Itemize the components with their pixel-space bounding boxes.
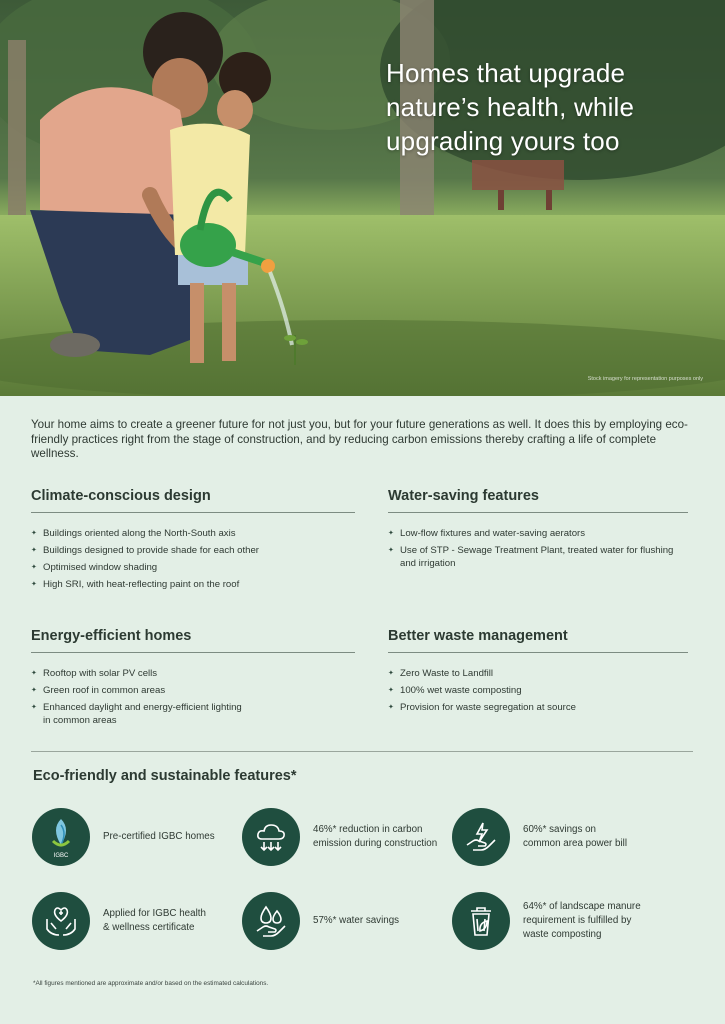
feature-text: 46%* reduction in carbon emission during construction	[313, 824, 438, 849]
footnote: *All figures mentioned are approximate and/or based on the estimated calculations.	[33, 980, 269, 987]
section-title: Energy-efficient homes	[31, 628, 355, 653]
list-item: ✦ Zero Waste to Landfill	[388, 667, 688, 680]
list-item: ✦ Buildings designed to provide shade for each other	[31, 544, 355, 557]
divider	[31, 751, 693, 752]
feature-list	[388, 667, 688, 714]
section-title: Better waste management	[388, 628, 688, 653]
list-item: ✦ Enhanced daylight and energy-efficient lighting in common areas	[31, 701, 251, 727]
hero-image	[0, 0, 725, 396]
list-item: ✦ Use of STP - Sewage Treatment Plant, treated water for flushing and irrigation	[388, 544, 688, 570]
svg-text:IGBC: IGBC	[53, 853, 69, 859]
section-water-saving-features	[388, 488, 688, 574]
list-item: ✦ Provision for waste segregation at source	[388, 701, 688, 714]
feature-text: 60%* savings on common area power bill	[523, 824, 628, 849]
hero-title: Homes that upgrade nature’s health, while upgrading yours too	[386, 58, 635, 156]
hand-energy-icon	[452, 808, 510, 866]
list-item: ✦ Rooftop with solar PV cells	[31, 667, 355, 680]
intro-paragraph: Your home aims to create a greener future for not just you, but for your future generations as well. It does this by employing eco-friendly practices right from the stage of construction, and by reducing carbon emissions thereby crafting a life of complete wellness.	[31, 418, 688, 461]
list-item: ✦ 100% wet waste composting	[388, 684, 688, 697]
feature-text: 57%* water savings	[313, 915, 400, 926]
feature-list	[31, 667, 355, 727]
list-item: ✦ Optimised window shading	[31, 561, 355, 574]
list-item: ✦ Low-flow fixtures and water-saving aerators	[388, 527, 688, 540]
cloud-reduction-icon	[242, 808, 300, 866]
eco-features-title: Eco-friendly and sustainable features*	[33, 768, 297, 784]
list-item: ✦ Buildings oriented along the North-South axis	[31, 527, 355, 540]
feature-list	[388, 527, 688, 570]
section-energy-efficient-homes	[31, 628, 355, 731]
stock-imagery-note: Stock imagery for representation purposes only	[587, 376, 703, 382]
list-item: ✦ High SRI, with heat-reflecting paint on the roof	[31, 578, 355, 591]
feature-text: 64%* of landscape manure requirement is fulfilled by waste composting	[523, 901, 641, 940]
feature-list	[31, 527, 355, 591]
water-drop-hand-icon	[242, 892, 300, 950]
section-title: Water-saving features	[388, 488, 688, 513]
section-climate-conscious-design	[31, 488, 355, 595]
feature-igbc-homes	[32, 808, 215, 866]
feature-text: Applied for IGBC health & wellness certificate	[103, 908, 206, 933]
igbc-logo-icon	[32, 808, 90, 866]
feature-power-savings	[452, 808, 633, 866]
section-better-waste-management	[388, 628, 688, 718]
feature-text: Pre-certified IGBC homes	[103, 831, 215, 842]
list-item: ✦ Green roof in common areas	[31, 684, 355, 697]
section-title: Climate-conscious design	[31, 488, 355, 513]
hand-heart-icon	[32, 892, 90, 950]
feature-manure-composting	[452, 892, 653, 950]
bin-leaf-icon	[452, 892, 510, 950]
feature-carbon-reduction	[242, 808, 443, 866]
feature-health-wellness	[32, 892, 215, 950]
feature-water-savings	[242, 892, 399, 950]
